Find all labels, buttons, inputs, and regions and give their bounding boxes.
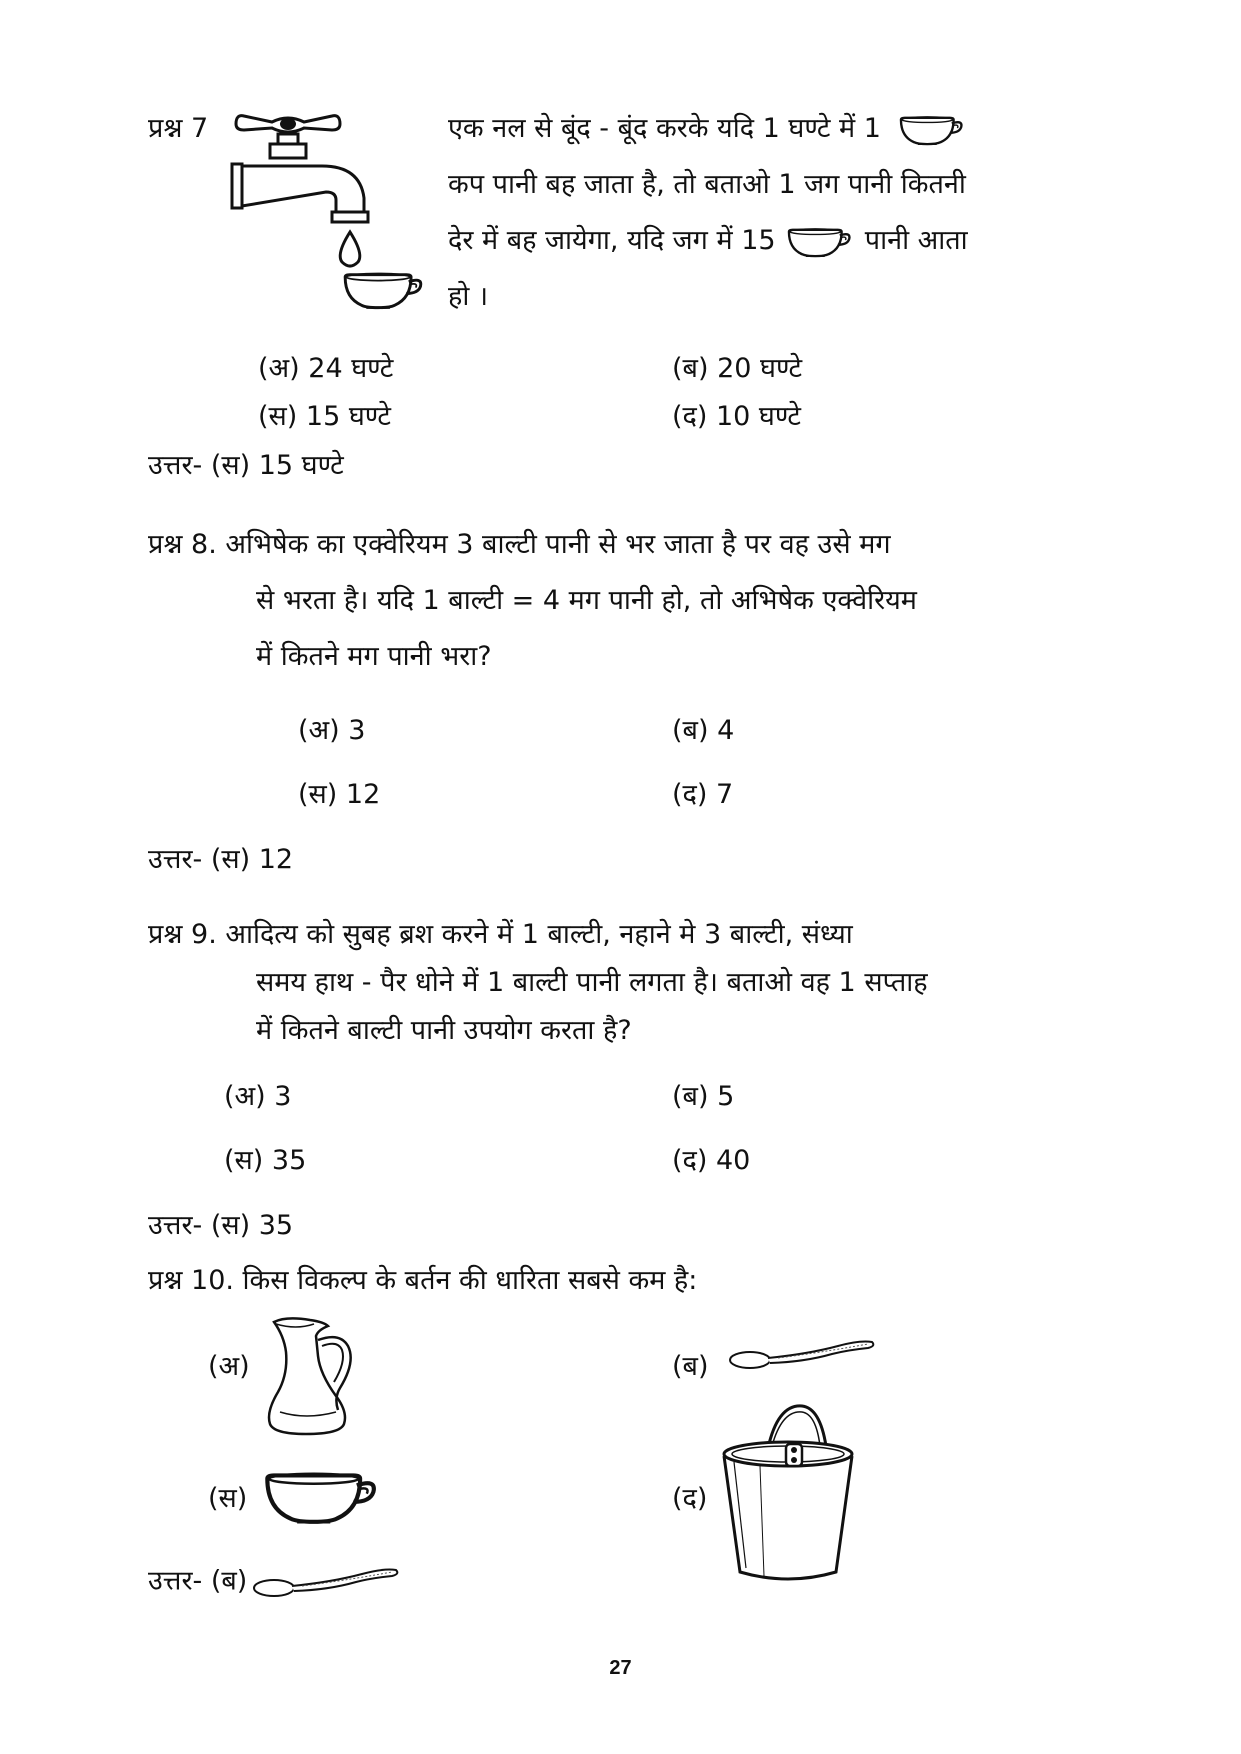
q7-text-line4: हो ।: [448, 281, 489, 312]
q8-text-line1: प्रश्न 8. अभिषेक का एक्वेरियम 3 बाल्टी पानी से भर जाता है पर वह उसे मग: [148, 529, 891, 560]
q10-text-line1: प्रश्न 10. किस विकल्प के बर्तन की धारिता सबसे कम है:: [148, 1265, 698, 1296]
q7-text-line3: देर में बह जायेगा, यदि जग में 15 पानी आता: [448, 225, 968, 256]
q7-option-b[interactable]: (ब) 20 घण्टे: [672, 353, 803, 384]
tap-icon: [232, 108, 428, 304]
q8-text-line3: में कितने मग पानी भरा?: [256, 641, 492, 672]
q9-option-c[interactable]: (स) 35: [224, 1145, 307, 1176]
q7-text-line2: कप पानी बह जाता है, तो बताओ 1 जग पानी कितनी: [448, 169, 966, 200]
q8-option-c[interactable]: (स) 12: [298, 779, 381, 810]
q8-text-line2: से भरता है। यदि 1 बाल्टी = 4 मग पानी हो, तो अभिषेक एक्वेरियम: [256, 585, 917, 616]
q10-option-c[interactable]: (स): [208, 1483, 248, 1514]
q9-text-line1: प्रश्न 9. आदित्य को सुबह ब्रश करने में 1 बाल्टी, नहाने मे 3 बाल्टी, संध्या: [148, 919, 853, 950]
page-number: 27: [609, 1657, 632, 1679]
question-7-label: प्रश्न 7: [148, 113, 209, 144]
q8-option-a[interactable]: (अ) 3: [298, 715, 366, 746]
q9-answer: उत्तर- (स) 35: [148, 1210, 294, 1241]
q9-text-line3: में कितने बाल्टी पानी उपयोग करता है?: [256, 1015, 632, 1046]
q9-text-line2: समय हाथ - पैर धोने में 1 बाल्टी पानी लगता है। बताओ वह 1 सप्ताह: [256, 967, 928, 998]
q9-option-b[interactable]: (ब) 5: [672, 1081, 735, 1112]
q9-option-d[interactable]: (द) 40: [672, 1145, 751, 1176]
q10-answer: उत्तर- (ब): [148, 1564, 402, 1600]
q7-option-a[interactable]: (अ) 24 घण्टे: [258, 353, 394, 384]
cup-icon: [786, 226, 854, 258]
q8-option-b[interactable]: (ब) 4: [672, 715, 735, 746]
bucket-icon: [720, 1400, 856, 1586]
q7-option-d[interactable]: (द) 10 घण्टे: [672, 401, 802, 432]
q10-option-b[interactable]: (ब): [672, 1351, 709, 1382]
q10-option-a[interactable]: (अ): [208, 1351, 250, 1382]
q8-answer: उत्तर- (स) 12: [148, 844, 294, 875]
spoon-icon: [728, 1336, 878, 1372]
spoon-icon: [252, 1564, 402, 1600]
cup-icon: [898, 114, 966, 146]
q8-option-d[interactable]: (द) 7: [672, 779, 734, 810]
q7-option-c[interactable]: (स) 15 घण्टे: [258, 401, 391, 432]
q9-option-a[interactable]: (अ) 3: [224, 1081, 292, 1112]
cup-icon: [264, 1468, 380, 1526]
q10-option-d[interactable]: (द): [672, 1483, 708, 1514]
q7-answer: उत्तर- (स) 15 घण्टे: [148, 450, 344, 481]
q7-text-line1: एक नल से बूंद - बूंद करके यदि 1 घण्टे में 1: [448, 112, 966, 146]
jug-icon: [266, 1316, 366, 1436]
